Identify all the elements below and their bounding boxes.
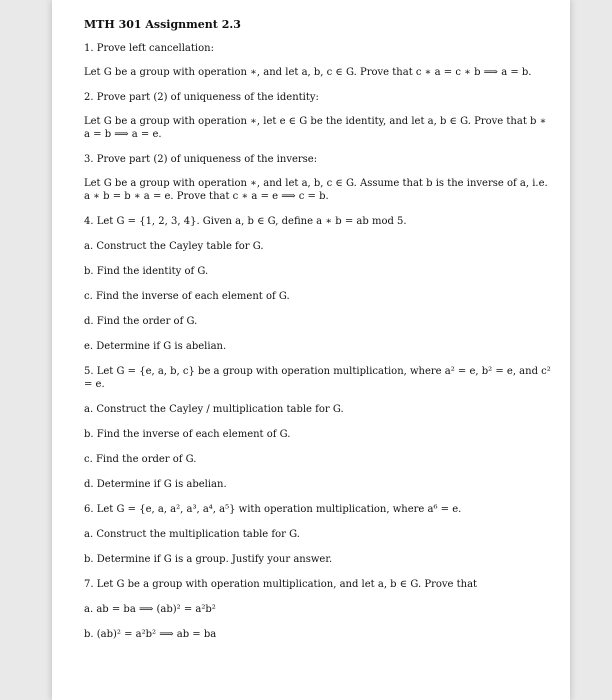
problem-3-statement: Let G be a group with operation ∗, and let a, b, c ∈ G. Assume that b is the inverse of a, i.e. a ∗ b = b ∗ a = e. Prove that c ∗ a = e ⟹ c = b. — [84, 178, 548, 202]
problem-5-part-b: b. Find the inverse of each element of G. — [84, 429, 291, 440]
problem-4-part-b: b. Find the identity of G. — [84, 266, 209, 277]
problem-6-part-b: b. Determine if G is a group. Justify your answer. — [84, 554, 333, 565]
problem-4-part-a: a. Construct the Cayley table for G. — [84, 241, 264, 252]
problem-6-part-a: a. Construct the multiplication table for G. — [84, 529, 300, 540]
problem-4-statement: 4. Let G = {1, 2, 3, 4}. Given a, b ∈ G, define a ∗ b = ab mod 5. — [84, 216, 407, 227]
problem-2-heading: 2. Prove part (2) of uniqueness of the identity: — [84, 92, 319, 103]
problem-7-part-b: b. (ab)² = a²b² ⟹ ab = ba — [84, 629, 217, 640]
problem-1-statement: Let G be a group with operation ∗, and let a, b, c ∈ G. Prove that c ∗ a = c ∗ b ⟹ a = b. — [84, 67, 532, 78]
document-content — [84, 18, 554, 653]
problem-5-statement: 5. Let G = {e, a, b, c} be a group with operation multiplication, where a² = e, b² = e, and c² = e. — [84, 366, 551, 390]
problem-7-part-a: a. ab = ba ⟹ (ab)² = a²b² — [84, 604, 216, 615]
problem-3-heading: 3. Prove part (2) of uniqueness of the inverse: — [84, 154, 318, 165]
problem-4-part-e: e. Determine if G is abelian. — [84, 341, 227, 352]
problem-4-part-c: c. Find the inverse of each element of G. — [84, 291, 290, 302]
assignment-title: MTH 301 Assignment 2.3 — [84, 18, 241, 31]
problem-2-statement: Let G be a group with operation ∗, let e ∈ G be the identity, and let a, b ∈ G. Prove that b ∗ a = b ⟹ a = e. — [84, 116, 547, 140]
problem-6-statement: 6. Let G = {e, a, a², a³, a⁴, a⁵} with operation multiplication, where a⁶ = e. — [84, 504, 462, 515]
problem-5-part-a: a. Construct the Cayley / multiplication table for G. — [84, 404, 344, 415]
problem-5-part-d: d. Determine if G is abelian. — [84, 479, 227, 490]
document-page — [52, 0, 570, 700]
problem-1-heading: 1. Prove left cancellation: — [84, 43, 214, 54]
problem-4-part-d: d. Find the order of G. — [84, 316, 198, 327]
problem-5-part-c: c. Find the order of G. — [84, 454, 197, 465]
problem-7-statement: 7. Let G be a group with operation multiplication, and let a, b ∈ G. Prove that — [84, 579, 478, 590]
